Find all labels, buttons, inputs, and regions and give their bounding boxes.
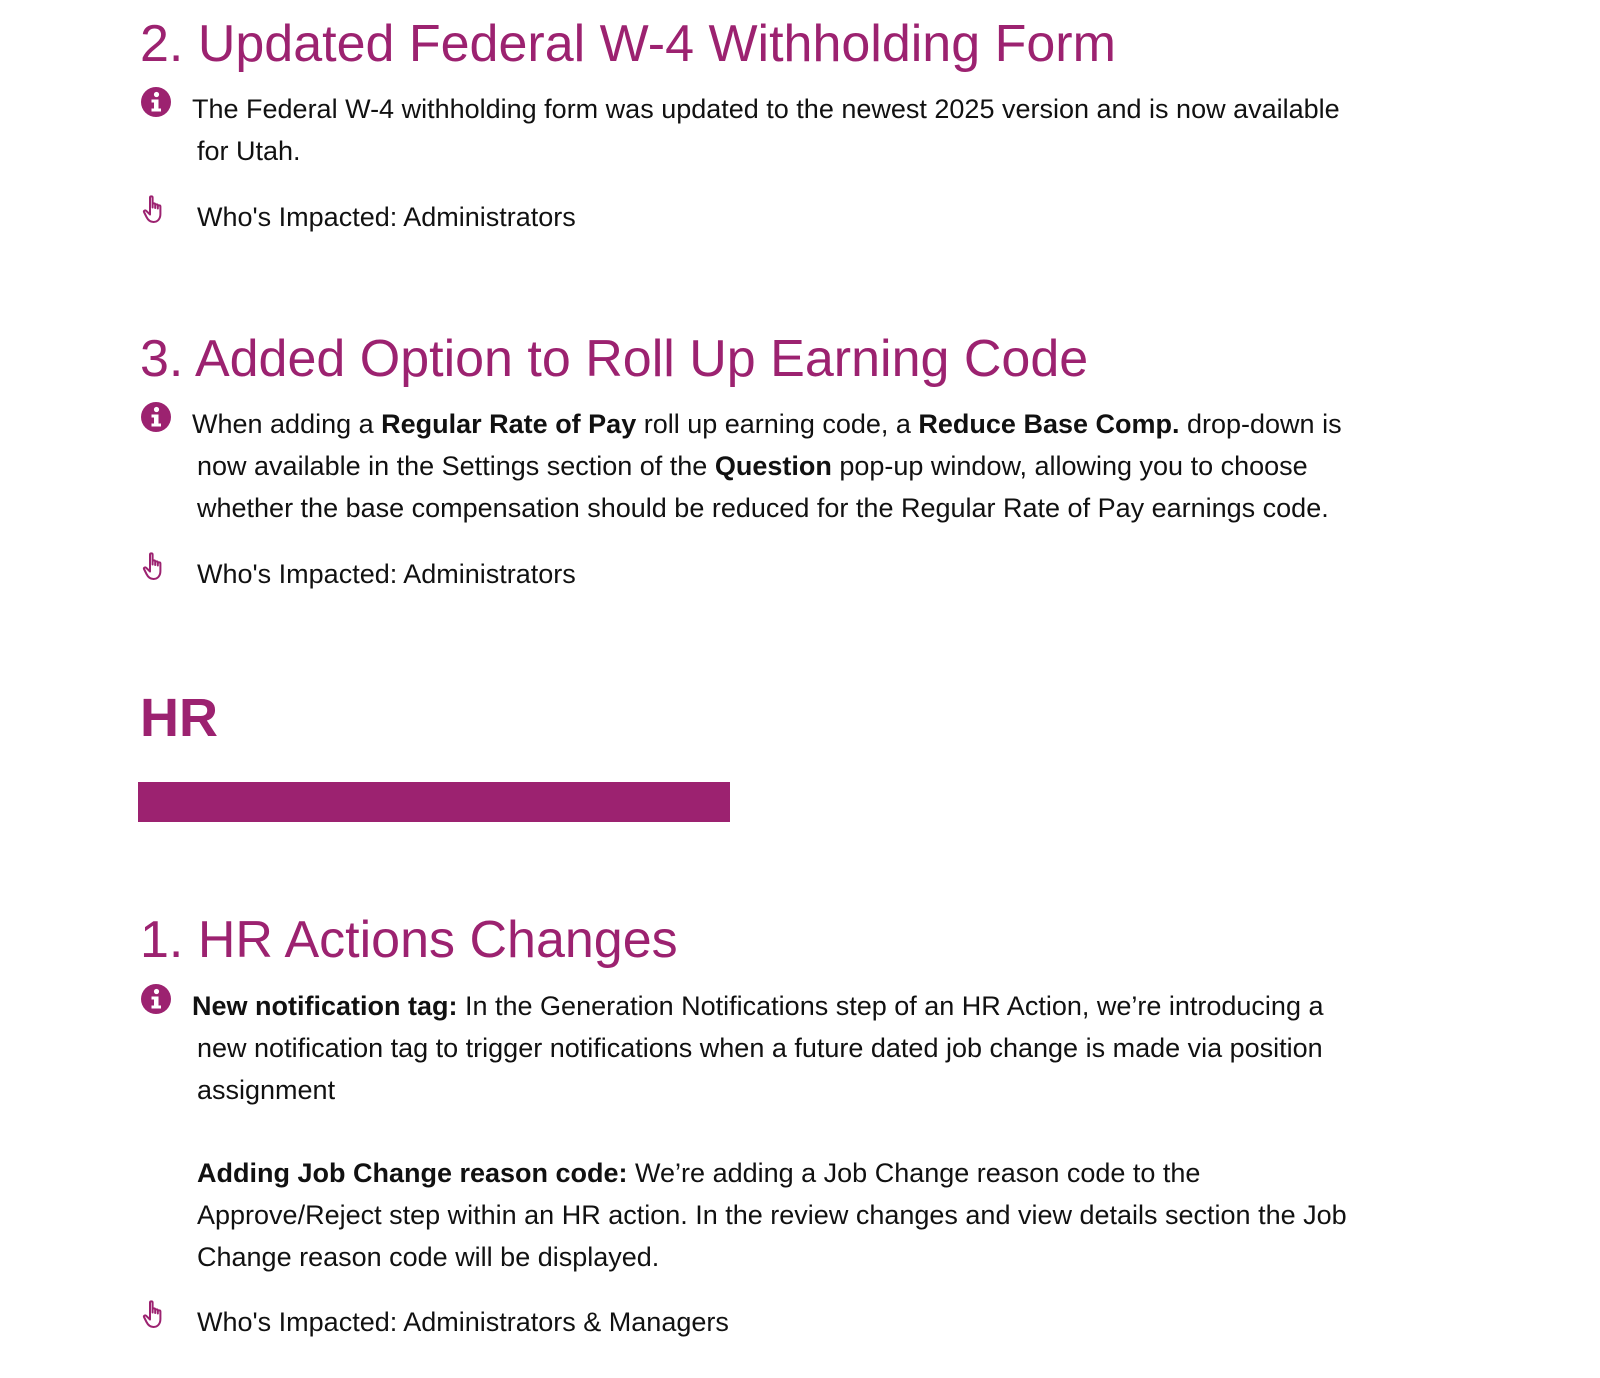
notification-tag-line2: new notification tag to trigger notifications when a future dated job change is made via position xyxy=(197,1033,1323,1063)
rollup-description-line1 xyxy=(192,403,1442,445)
text-run: now available in the Settings section of the xyxy=(197,451,715,481)
hr-actions-job-change-reason xyxy=(197,1152,1447,1278)
w4-description-line1: The Federal W-4 withholding form was updated to the newest 2025 version and is now available xyxy=(192,94,1340,124)
hr-section-title: HR xyxy=(140,688,218,748)
job-change-line1 xyxy=(197,1152,1447,1194)
hr-actions-heading: 1. HR Actions Changes xyxy=(140,911,678,969)
ui-term-reduce-base-comp: Reduce Base Comp. xyxy=(918,409,1180,439)
rollup-description-line2 xyxy=(192,445,1442,487)
notification-tag-label: New notification tag: xyxy=(192,991,458,1021)
ui-term-question: Question xyxy=(714,451,832,481)
rollup-description-line3: whether the base compensation should be reduced for the Regular Rate of Pay earnings code. xyxy=(197,493,1329,523)
info-circle-icon xyxy=(140,983,172,1015)
text-run: We’re adding a Job Change reason code to the xyxy=(627,1158,1201,1188)
pointing-hand-icon xyxy=(140,194,172,226)
text-run: When adding a xyxy=(192,409,382,439)
notification-tag-line1 xyxy=(192,985,1442,1027)
w4-impacted: Who's Impacted: Administrators xyxy=(197,202,576,232)
hr-actions-impacted: Who's Impacted: Administrators & Managers xyxy=(197,1307,729,1337)
text-run: roll up earning code, a xyxy=(636,409,919,439)
pointing-hand-icon xyxy=(140,551,172,583)
pointing-hand-icon xyxy=(140,1299,172,1331)
job-change-reason-label: Adding Job Change reason code: xyxy=(197,1158,628,1188)
w4-description-line2: for Utah. xyxy=(197,136,301,166)
w4-heading: 2. Updated Federal W-4 Withholding Form xyxy=(140,15,1116,73)
job-change-line2: Approve/Reject step within an HR action. In the review changes and view details section the Job xyxy=(197,1200,1347,1230)
text-run: In the Generation Notifications step of an HR Action, we’re introducing a xyxy=(457,991,1324,1021)
rollup-description xyxy=(192,403,1442,529)
hr-actions-notification-tag xyxy=(192,985,1442,1111)
info-circle-icon xyxy=(140,86,172,118)
job-change-line3: Change reason code will be displayed. xyxy=(197,1242,660,1272)
ui-term-regular-rate: Regular Rate of Pay xyxy=(381,409,637,439)
notification-tag-line3: assignment xyxy=(197,1075,336,1105)
info-circle-icon xyxy=(140,401,172,433)
text-run: pop-up window, allowing you to choose xyxy=(831,451,1308,481)
rollup-heading: 3. Added Option to Roll Up Earning Code xyxy=(140,330,1089,388)
rollup-impacted: Who's Impacted: Administrators xyxy=(197,559,576,589)
text-run: drop-down is xyxy=(1179,409,1342,439)
w4-description xyxy=(192,88,1442,172)
section-divider-bar xyxy=(138,782,730,822)
